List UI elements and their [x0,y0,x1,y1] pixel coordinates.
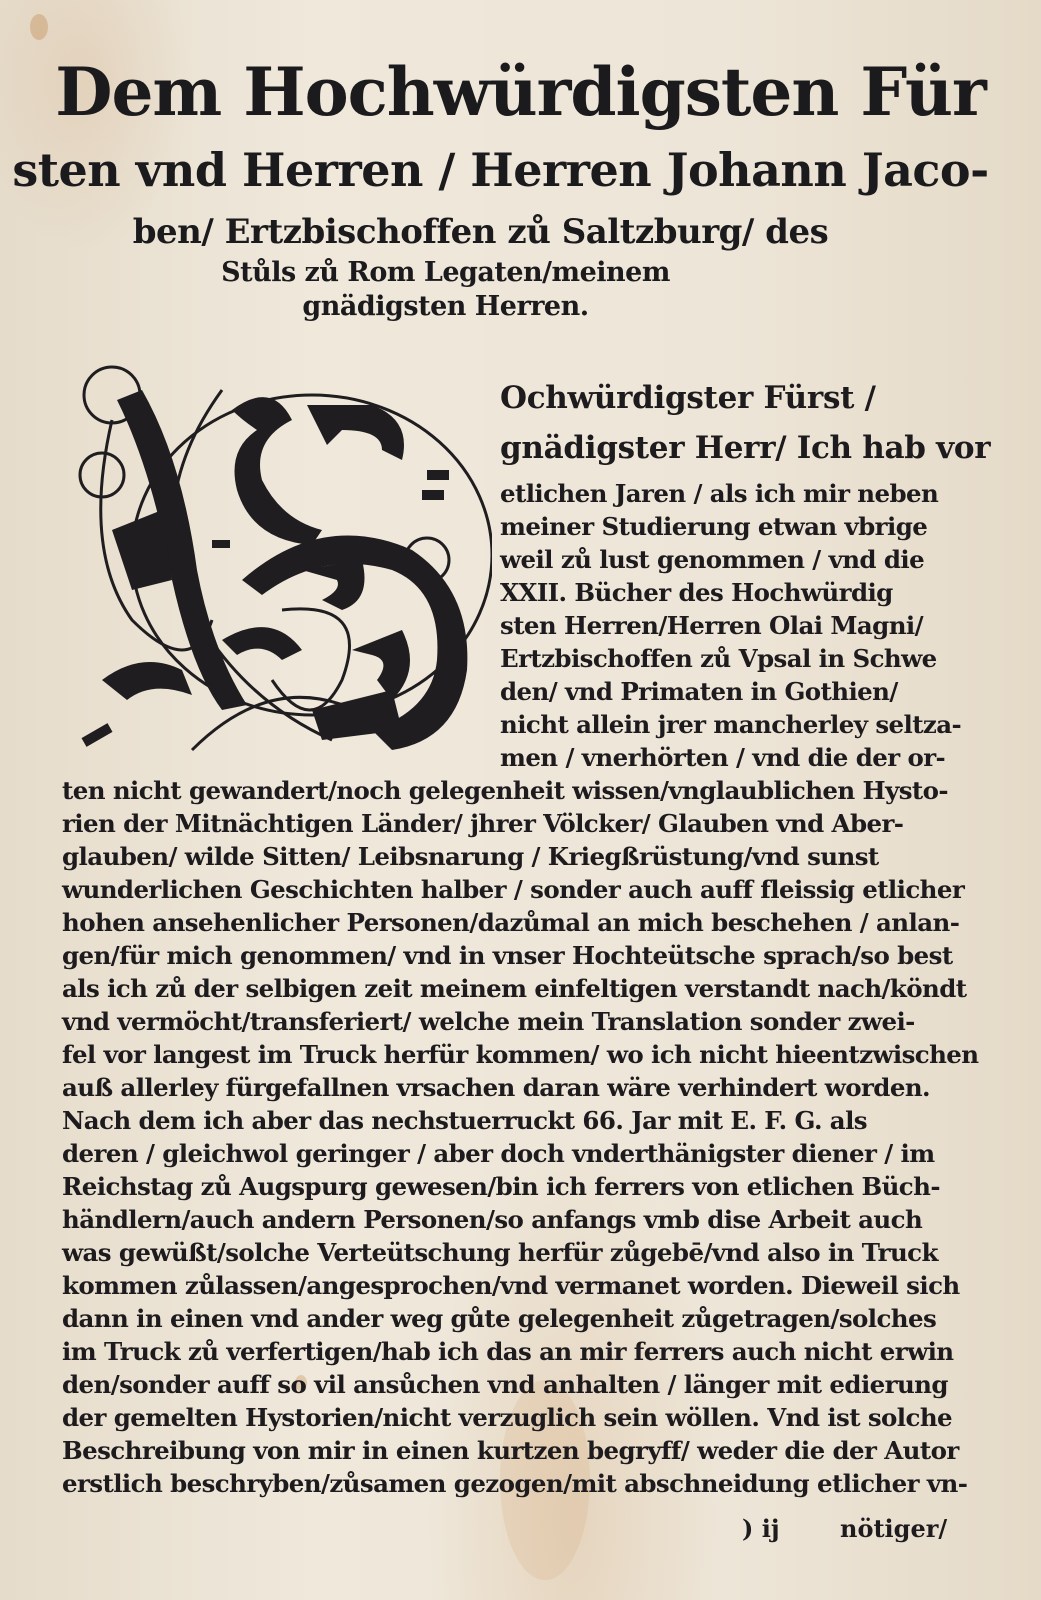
text-line: auß allerley fürgefallnen vrsachen daran wäre verhindert worden. [62,1073,930,1102]
text-line: erstlich beschryben/zůsamen gezogen/mit abschneidung etlicher vn- [62,1469,968,1498]
text-line: den/sonder auff so vil ansůchen vnd anhalten / länger mit edierung [62,1370,948,1399]
dedication-title-line-1: Dem Hochwürdigsten Für [55,53,986,131]
text-line: vnd vermöcht/transferiert/ welche mein Translation sonder zwei- [62,1007,915,1036]
decorated-initial-h-icon [72,350,492,760]
text-line: dann in einen vnd ander weg gůte gelegenheit zůgetragen/solches [62,1304,937,1333]
dedication-title-line-4: Stůls zů Rom Legaten/meinem [221,257,670,288]
text-line: wunderlichen Geschichten halber / sonder auch auff fleissig etlicher [62,875,965,904]
text-line: XXII. Bücher des Hochwürdig [500,578,893,607]
text-line: kommen zůlassen/angesprochen/vnd vermanet worden. Dieweil sich [62,1271,960,1300]
catchword: nötiger/ [840,1514,948,1543]
text-line: fel vor langest im Truck herfür kommen/ wo ich nicht hieentzwischen [62,1040,979,1069]
text-line: im Truck zů verfertigen/hab ich das an mir ferrers auch nicht erwin [62,1337,954,1366]
text-line: was gewüßt/solche Verteütschung herfür zůgebē/vnd also in Truck [62,1238,938,1267]
text-line: der gemelten Hystorien/nicht verzuglich sein wöllen. Vnd ist solche [62,1403,953,1432]
text-line: weil zů lust genommen / vnd die [500,545,925,574]
text-line: Ochwürdigster Fürst / [500,380,876,416]
dedication-title-line-5: gnädigsten Herren. [302,291,589,322]
text-line: sten Herren/Herren Olai Magni/ [500,611,923,640]
text-line: als ich zů der selbigen zeit meinem einfeltigen verstandt nach/köndt [62,974,967,1003]
text-line: ten nicht gewandert/noch gelegenheit wissen/vnglaublichen Hysto- [62,776,948,805]
text-line: händlern/auch andern Personen/so anfangs vmb dise Arbeit auch [62,1205,923,1234]
text-line: etlichen Jaren / als ich mir neben [500,479,939,508]
text-line: hohen ansehenlicher Personen/dazůmal an mich beschehen / anlan- [62,908,960,937]
text-line: nicht allein jrer mancherley seltza- [500,710,962,739]
text-line: men / vnerhörten / vnd die der or- [500,743,946,772]
text-line: Beschreibung von mir in einen kurtzen begryff/ weder die der Autor [62,1436,959,1465]
text-line: Nach dem ich aber das nechstuerruckt 66. Jar mit E. F. G. als [62,1106,867,1135]
dedication-title-line-2: sten vnd Herren / Herren Johann Jaco- [12,143,989,197]
text-line: rien der Mitnächtigen Länder/ jhrer Völcker/ Glauben vnd Aber- [62,809,904,838]
text-line: Ertzbischoffen zů Vpsal in Schwe [500,644,937,673]
text-line: meiner Studierung etwan vbrige [500,512,928,541]
text-line: glauben/ wilde Sitten/ Leibsnarung / Kriegßrüstung/vnd sunst [62,842,879,871]
text-line: gnädigster Herr/ Ich hab vor [500,430,991,466]
text-line: Reichstag zů Augspurg gewesen/bin ich ferrers von etlichen Büch- [62,1172,940,1201]
text-line: gen/für mich genommen/ vnd in vnser Hochteütsche sprach/so best [62,941,953,970]
text-line: den/ vnd Primaten in Gothien/ [500,677,898,706]
dedication-title-line-3: ben/ Ertzbischoffen zů Saltzburg/ des [132,212,829,252]
signature-mark: ) ij [742,1514,780,1543]
text-line: deren / gleichwol geringer / aber doch vnderthänigster diener / im [62,1139,935,1168]
paper-stain [30,14,48,40]
